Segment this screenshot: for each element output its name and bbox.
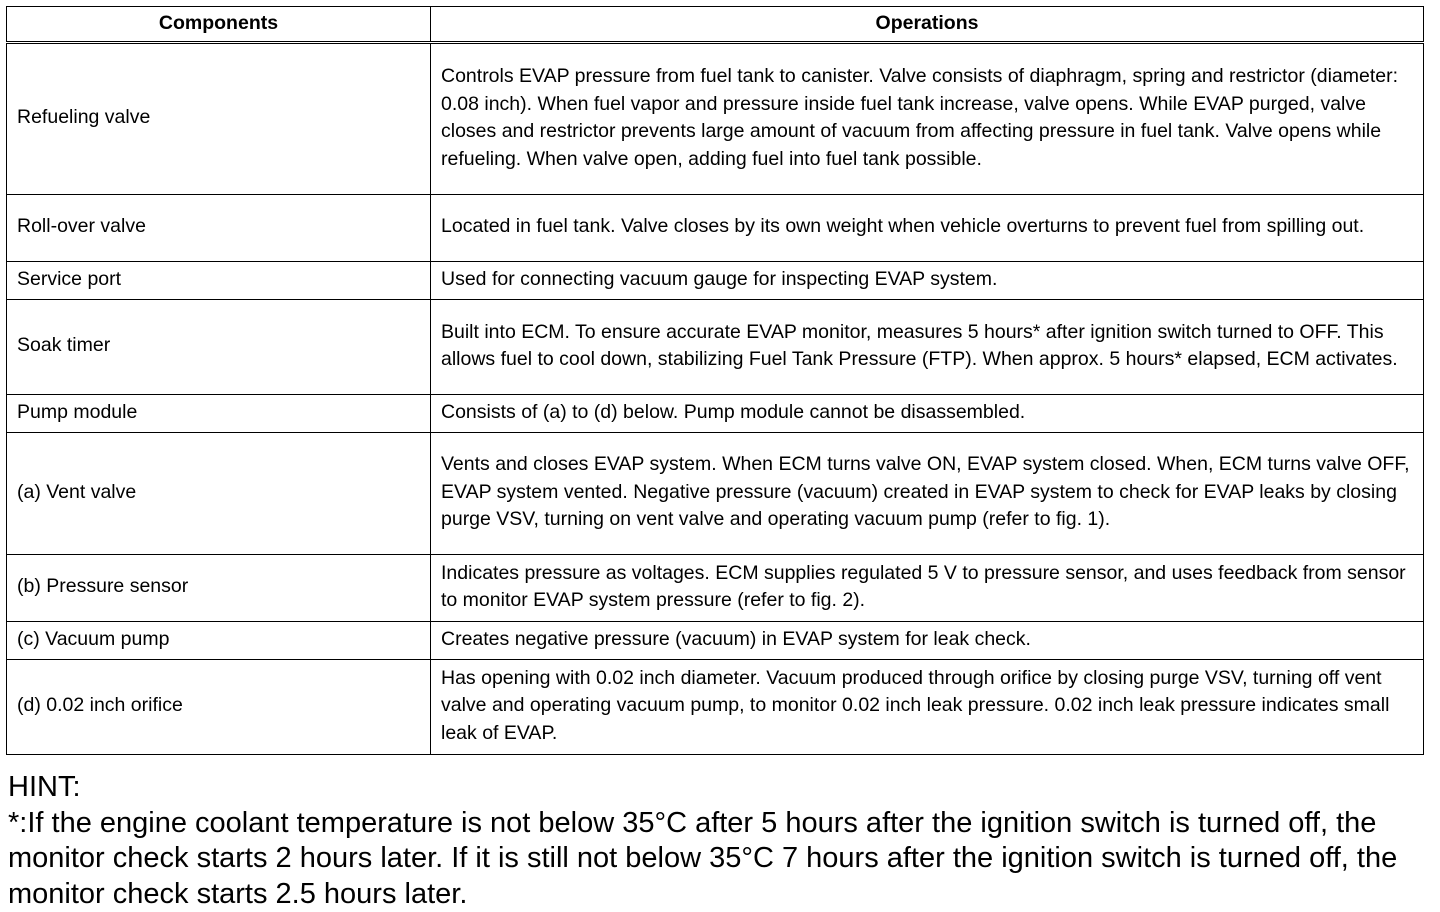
table-row [7,43,1424,195]
operation-cell: Creates negative pressure (vacuum) in EVAP system for leak check. [431,622,1424,660]
operation-cell: Has opening with 0.02 inch diameter. Vacuum produced through orifice by closing purge VSV, turning off vent valve and operating vacuum pump, to monitor 0.02 inch leak pressure. 0.02 inch leak pressure indicates small leak of EVAP. [431,660,1424,755]
table-row [7,195,1424,262]
component-cell: (b) Pressure sensor [7,555,431,622]
component-cell: (c) Vacuum pump [7,622,431,660]
operation-cell: Controls EVAP pressure from fuel tank to canister. Valve consists of diaphragm, spring and restrictor (diameter: 0.08 inch). When fuel vapor and pressure inside fuel tank increase, valve opens. While EVAP purged, valve closes and restrictor prevents large amount of vacuum from affecting pressure in fuel tank. Valve opens while refueling. When valve open, adding fuel into fuel tank possible. [431,43,1424,195]
operation-cell: Consists of (a) to (d) below. Pump module cannot be disassembled. [431,395,1424,433]
table-row [7,300,1424,395]
table-row [7,622,1424,660]
operation-cell: Indicates pressure as voltages. ECM supplies regulated 5 V to pressure sensor, and uses feedback from sensor to monitor EVAP system pressure (refer to fig. 2). [431,555,1424,622]
component-cell: Service port [7,262,431,300]
table-row [7,433,1424,555]
components-operations-table [6,6,1424,755]
column-header-components: Components [7,7,431,43]
table-row [7,555,1424,622]
table-row [7,660,1424,755]
component-cell: (d) 0.02 inch orifice [7,660,431,755]
component-cell: Refueling valve [7,43,431,195]
table-row [7,395,1424,433]
table-row [7,262,1424,300]
hint-text: *:If the engine coolant temperature is not below 35°C after 5 hours after the ignition switch is turned off, the monitor check starts 2 hours later. If it is still not below 35°C 7 hours after the ignition switch is turned off, the monitor check starts 2.5 hours later. [8,806,1433,912]
operation-cell: Vents and closes EVAP system. When ECM turns valve ON, EVAP system closed. When, ECM turns valve OFF, EVAP system vented. Negative pressure (vacuum) created in EVAP system to check for EVAP leaks by closing purge VSV, turning on vent valve and operating vacuum pump (refer to fig. 1). [431,433,1424,555]
operation-cell: Built into ECM. To ensure accurate EVAP monitor, measures 5 hours* after ignition switch turned to OFF. This allows fuel to cool down, stabilizing Fuel Tank Pressure (FTP). When approx. 5 hours* elapsed, ECM activates. [431,300,1424,395]
hint-section [8,770,1433,912]
component-cell: Soak timer [7,300,431,395]
component-cell: (a) Vent valve [7,433,431,555]
operation-cell: Used for connecting vacuum gauge for inspecting EVAP system. [431,262,1424,300]
hint-label: HINT: [8,770,1433,806]
component-cell: Roll-over valve [7,195,431,262]
table-header-row [7,7,1424,43]
component-cell: Pump module [7,395,431,433]
operation-cell: Located in fuel tank. Valve closes by its own weight when vehicle overturns to prevent fuel from spilling out. [431,195,1424,262]
column-header-operations: Operations [431,7,1424,43]
